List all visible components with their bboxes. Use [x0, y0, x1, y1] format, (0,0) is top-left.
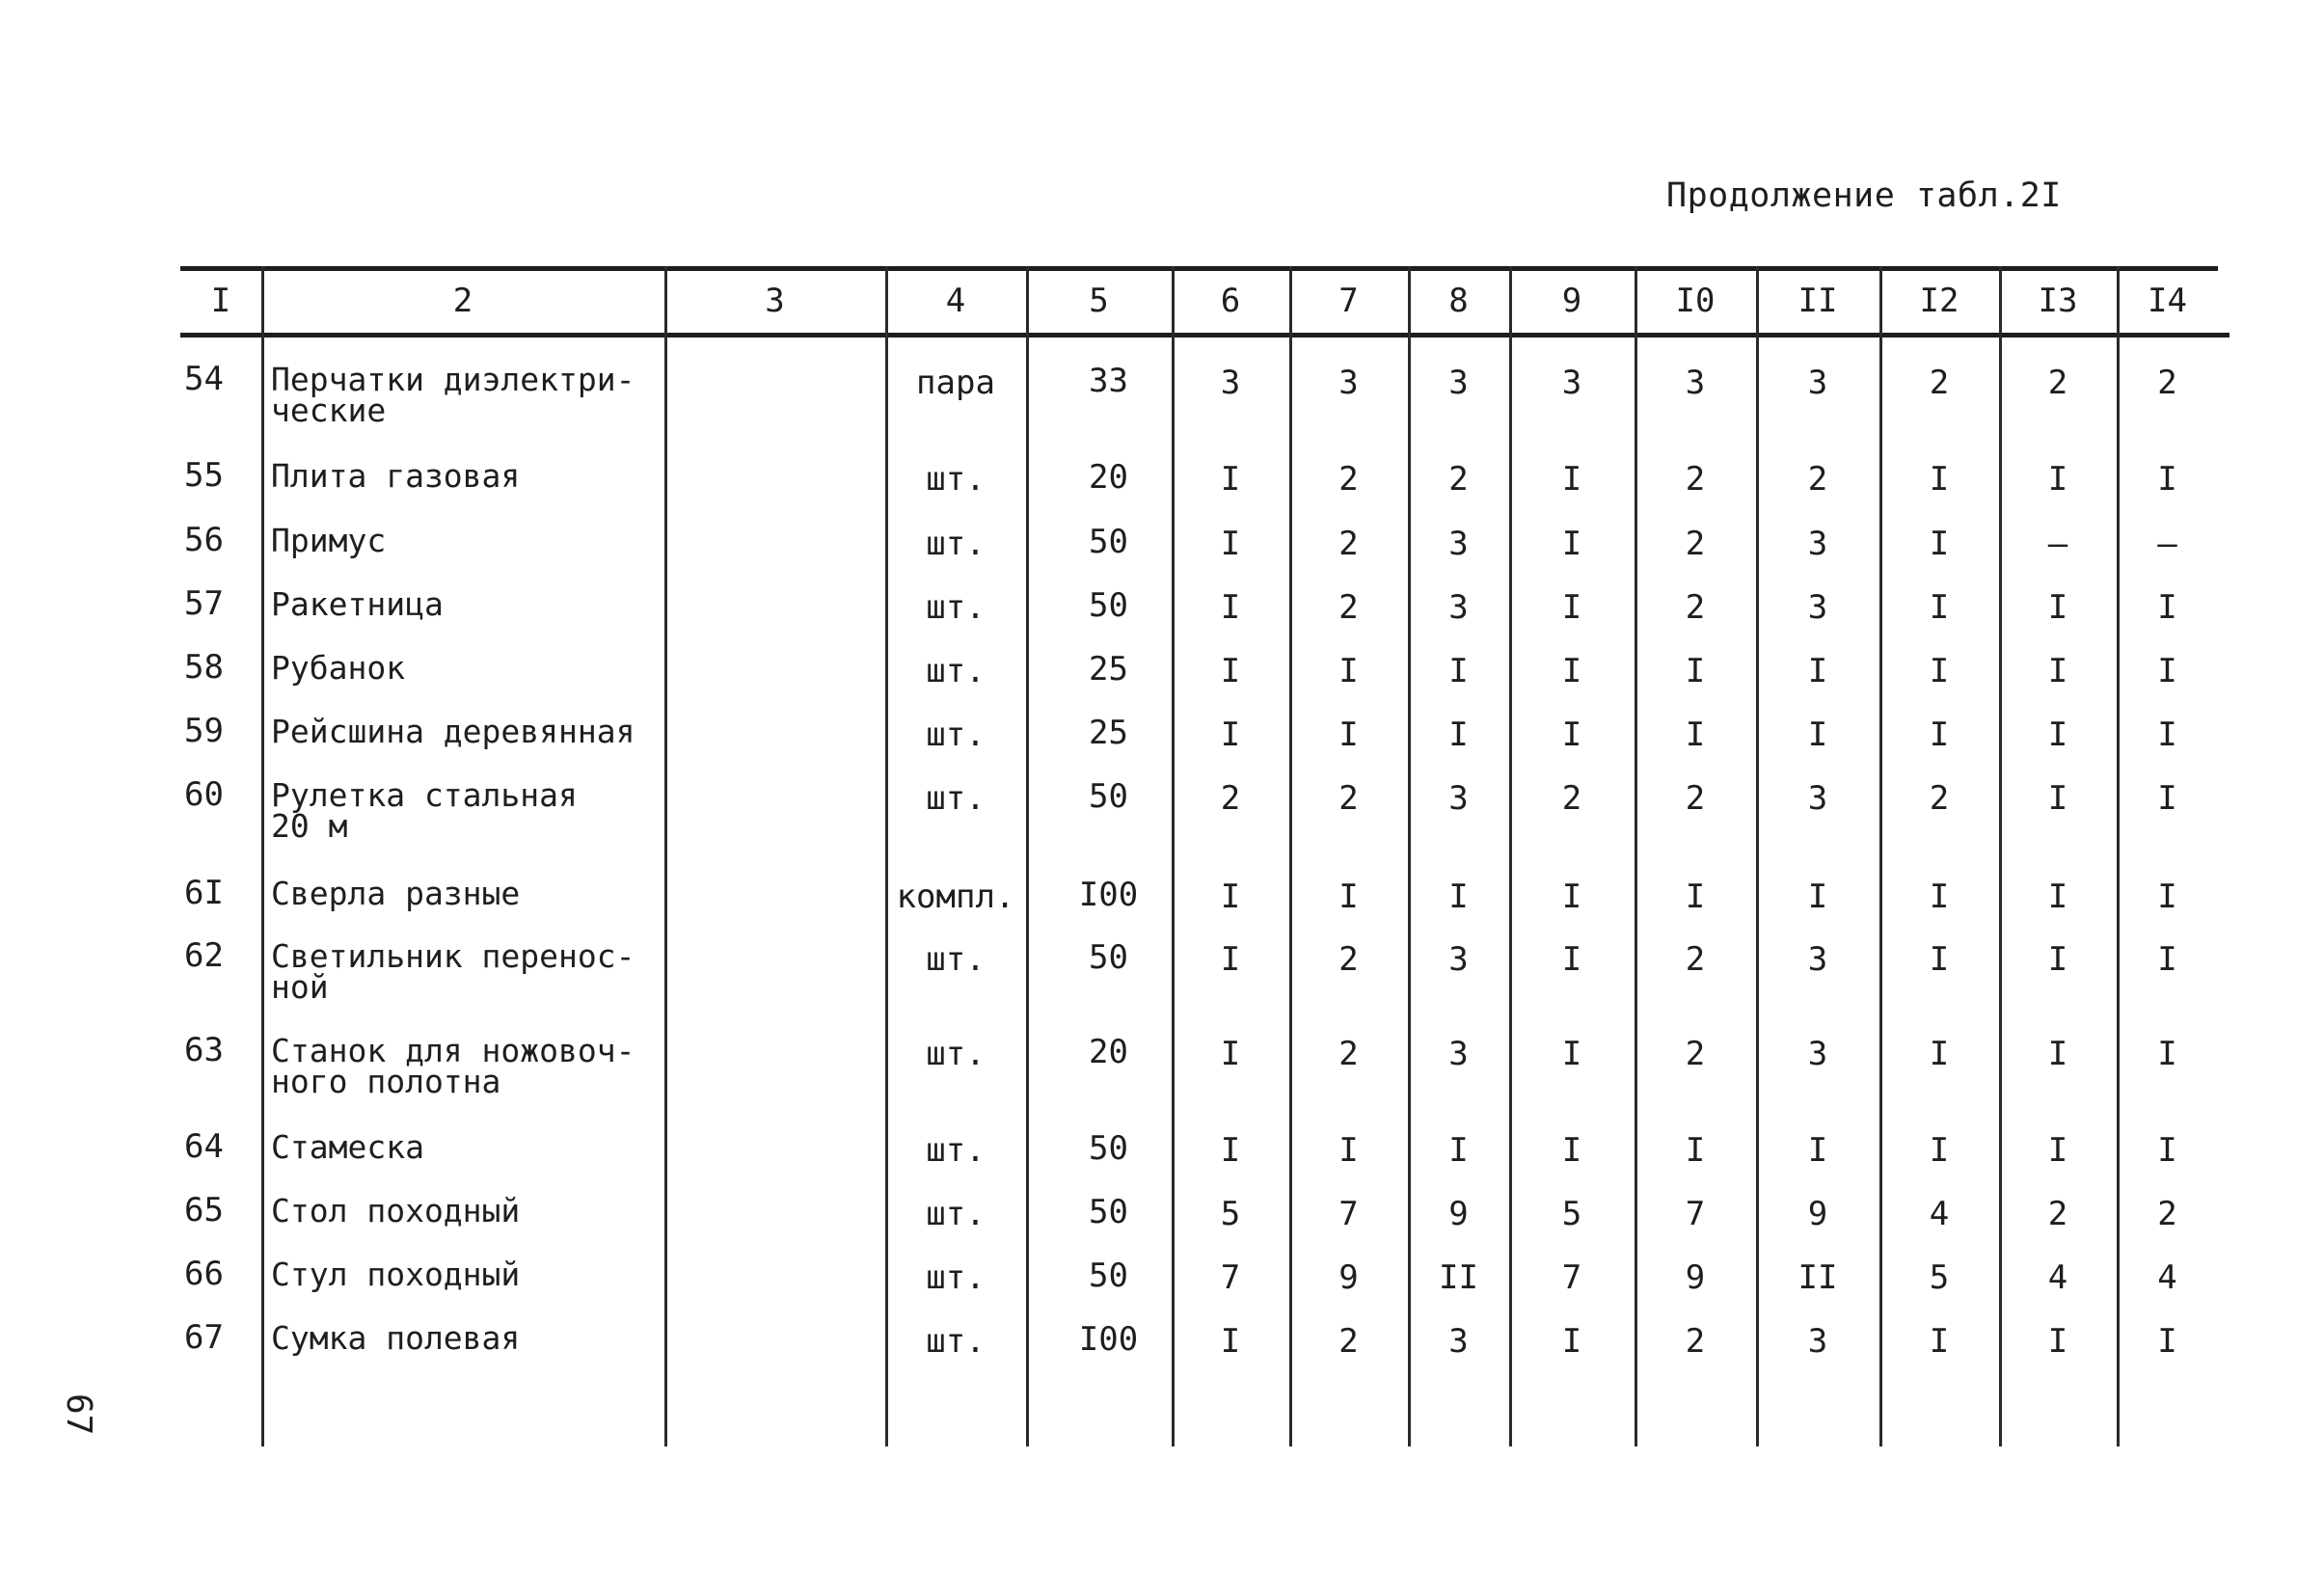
unit-of-measure: шт.: [926, 1131, 986, 1170]
quantity-value: 3: [1807, 525, 1828, 563]
row-number: 67: [184, 1318, 224, 1357]
quantity-value: I: [1338, 652, 1359, 690]
quantity-value: I: [2157, 1131, 2177, 1170]
quantity-value: I: [1220, 588, 1241, 627]
quantity-value: I: [1929, 525, 1950, 563]
quantity-value: 3: [1220, 364, 1241, 402]
quantity-value: 2: [1685, 779, 1706, 818]
quantity-value: I: [1929, 652, 1950, 690]
column-5-value: I00: [1078, 1320, 1139, 1359]
quantity-value: 3: [1807, 940, 1828, 979]
quantity-value: 3: [1448, 779, 1469, 818]
quantity-value: I: [1929, 716, 1950, 754]
page-number: 67: [59, 1393, 98, 1436]
quantity-value: I: [2047, 588, 2068, 627]
quantity-value: 2: [1929, 779, 1950, 818]
quantity-value: 3: [1448, 525, 1469, 563]
row-number: 58: [184, 648, 224, 687]
quantity-value: 2: [1338, 588, 1359, 627]
table-caption: Продолжение табл.2I: [1666, 176, 2062, 215]
row-number: 55: [184, 456, 224, 495]
quantity-value: I: [1807, 1131, 1828, 1170]
quantity-value: I: [1338, 878, 1359, 916]
quantity-value: I: [1561, 878, 1582, 916]
column-5-value: 50: [1089, 777, 1128, 816]
quantity-value: I: [1929, 1131, 1950, 1170]
quantity-value: 2: [1685, 1322, 1706, 1361]
item-name: Перчатки диэлектри- ческие: [271, 361, 635, 429]
quantity-value: 3: [1448, 1035, 1469, 1073]
row-number: 59: [184, 712, 224, 750]
quantity-value: I: [1561, 652, 1582, 690]
quantity-value: 2: [2047, 1195, 2068, 1233]
item-name: Рейсшина деревянная: [271, 713, 635, 750]
quantity-value: I: [2157, 878, 2177, 916]
quantity-value: 7: [1220, 1258, 1241, 1297]
quantity-value: 2: [1685, 588, 1706, 627]
quantity-value: I: [1220, 716, 1241, 754]
quantity-value: I: [1561, 940, 1582, 979]
quantity-value: 2: [1685, 525, 1706, 563]
unit-of-measure: шт.: [926, 652, 986, 690]
quantity-value: 2: [2157, 1195, 2177, 1233]
column-5-value: 50: [1089, 1193, 1128, 1231]
quantity-value: 3: [1448, 940, 1469, 979]
quantity-value: II: [1439, 1258, 1478, 1297]
row-number: 63: [184, 1031, 224, 1069]
quantity-value: 2: [1338, 460, 1359, 499]
column-header: 2: [452, 282, 473, 320]
quantity-value: I: [1220, 652, 1241, 690]
quantity-value: 2: [1220, 779, 1241, 818]
column-header: 5: [1089, 282, 1109, 320]
quantity-value: 2: [1338, 940, 1359, 979]
data-table: [180, 266, 2218, 1446]
item-name: Стол походный: [271, 1192, 521, 1229]
column-header: I3: [2038, 282, 2078, 320]
quantity-value: 3: [1807, 364, 1828, 402]
quantity-value: I: [2047, 779, 2068, 818]
quantity-value: 3: [1448, 364, 1469, 402]
row-number: 60: [184, 775, 224, 814]
quantity-value: 3: [1807, 1035, 1828, 1073]
quantity-value: I: [2047, 940, 2068, 979]
quantity-value: I: [1561, 460, 1582, 499]
table-top-rule: [180, 266, 2218, 271]
quantity-value: 4: [2047, 1258, 2068, 1297]
quantity-value: 7: [1561, 1258, 1582, 1297]
column-5-value: 25: [1089, 714, 1128, 752]
column-5-value: 33: [1089, 362, 1128, 400]
column-header: 8: [1448, 282, 1469, 320]
quantity-value: 2: [2047, 364, 2068, 402]
quantity-value: 7: [1338, 1195, 1359, 1233]
column-5-value: 50: [1089, 938, 1128, 977]
quantity-value: I: [1220, 1131, 1241, 1170]
quantity-value: 3: [1685, 364, 1706, 402]
row-number: 62: [184, 936, 224, 975]
column-header: 6: [1220, 282, 1241, 320]
quantity-value: –: [2157, 525, 2177, 563]
quantity-value: I: [1929, 1035, 1950, 1073]
column-header: 3: [765, 282, 785, 320]
quantity-value: 9: [1685, 1258, 1706, 1297]
item-name: Стамеска: [271, 1128, 424, 1166]
unit-of-measure: шт.: [926, 525, 986, 563]
unit-of-measure: шт.: [926, 588, 986, 627]
quantity-value: I: [1448, 652, 1469, 690]
column-5-value: 50: [1089, 1256, 1128, 1295]
quantity-value: I: [2047, 878, 2068, 916]
column-5-value: I00: [1078, 876, 1139, 914]
quantity-value: 3: [1807, 1322, 1828, 1361]
quantity-value: 4: [2157, 1258, 2177, 1297]
row-number: 54: [184, 360, 224, 398]
column-5-value: 20: [1089, 1033, 1128, 1071]
quantity-value: I: [2047, 716, 2068, 754]
unit-of-measure: шт.: [926, 460, 986, 499]
quantity-value: I: [1929, 460, 1950, 499]
quantity-value: 3: [1338, 364, 1359, 402]
item-name: Ракетница: [271, 585, 444, 623]
quantity-value: I: [1807, 878, 1828, 916]
item-name: Станок для ножовоч- ного полотна: [271, 1032, 635, 1100]
quantity-value: I: [1561, 588, 1582, 627]
quantity-value: 2: [1561, 779, 1582, 818]
column-header: I0: [1675, 282, 1716, 320]
quantity-value: I: [1561, 1322, 1582, 1361]
quantity-value: I: [2157, 460, 2177, 499]
unit-of-measure: шт.: [926, 1195, 986, 1233]
column-5-value: 50: [1089, 1129, 1128, 1168]
quantity-value: I: [1807, 652, 1828, 690]
column-header: 4: [945, 282, 966, 320]
column-5-value: 50: [1089, 523, 1128, 561]
quantity-value: I: [1561, 1131, 1582, 1170]
row-number: 66: [184, 1255, 224, 1293]
quantity-value: 2: [1448, 460, 1469, 499]
item-name: Плита газовая: [271, 457, 521, 495]
quantity-value: I: [1929, 940, 1950, 979]
quantity-value: I: [2157, 652, 2177, 690]
column-header: I4: [2148, 282, 2187, 320]
quantity-value: I: [1929, 588, 1950, 627]
quantity-value: I: [2157, 716, 2177, 754]
quantity-value: I: [1220, 1035, 1241, 1073]
quantity-value: 9: [1807, 1195, 1828, 1233]
quantity-value: 3: [1807, 588, 1828, 627]
quantity-value: I: [1220, 940, 1241, 979]
row-number: 56: [184, 521, 224, 559]
item-name: Стул походный: [271, 1256, 521, 1293]
quantity-value: I: [1929, 878, 1950, 916]
quantity-value: 3: [1561, 364, 1582, 402]
row-number: 64: [184, 1127, 224, 1166]
quantity-value: –: [2047, 525, 2068, 563]
quantity-value: 2: [1338, 779, 1359, 818]
quantity-value: II: [1797, 1258, 1838, 1297]
unit-of-measure: шт.: [926, 716, 986, 754]
quantity-value: 2: [1338, 1035, 1359, 1073]
column-5-value: 20: [1089, 458, 1128, 497]
column-divider: [261, 266, 264, 1446]
column-header: 9: [1561, 282, 1582, 320]
quantity-value: I: [2157, 779, 2177, 818]
quantity-value: I: [1220, 460, 1241, 499]
quantity-value: 5: [1220, 1195, 1241, 1233]
quantity-value: I: [1807, 716, 1828, 754]
row-number: 57: [184, 584, 224, 623]
column-header: I: [210, 282, 231, 320]
quantity-value: I: [1685, 1131, 1706, 1170]
unit-of-measure: пара: [916, 364, 995, 402]
quantity-value: I: [2047, 1322, 2068, 1361]
quantity-value: 2: [1685, 940, 1706, 979]
quantity-value: I: [2157, 940, 2177, 979]
header-bottom-rule: [180, 333, 2229, 338]
quantity-value: I: [1685, 652, 1706, 690]
quantity-value: 3: [1448, 1322, 1469, 1361]
quantity-value: I: [1561, 525, 1582, 563]
quantity-value: I: [1561, 716, 1582, 754]
item-name: Рубанок: [271, 649, 406, 687]
quantity-value: 2: [1338, 525, 1359, 563]
row-number: 6I: [184, 874, 224, 912]
quantity-value: 9: [1448, 1195, 1469, 1233]
quantity-value: I: [1448, 1131, 1469, 1170]
unit-of-measure: шт.: [926, 779, 986, 818]
quantity-value: 2: [1807, 460, 1828, 499]
quantity-value: 3: [1807, 779, 1828, 818]
quantity-value: I: [2157, 1035, 2177, 1073]
quantity-value: I: [1338, 1131, 1359, 1170]
quantity-value: 2: [1685, 1035, 1706, 1073]
quantity-value: 9: [1338, 1258, 1359, 1297]
item-name: Сверла разные: [271, 875, 521, 912]
quantity-value: I: [2047, 1035, 2068, 1073]
quantity-value: 7: [1685, 1195, 1706, 1233]
quantity-value: 4: [1929, 1195, 1950, 1233]
item-name: Светильник перенос- ной: [271, 937, 635, 1006]
quantity-value: 5: [1561, 1195, 1582, 1233]
row-number: 65: [184, 1191, 224, 1229]
quantity-value: I: [1220, 525, 1241, 563]
unit-of-measure: шт.: [926, 940, 986, 979]
quantity-value: I: [1685, 716, 1706, 754]
quantity-value: 3: [1448, 588, 1469, 627]
quantity-value: I: [1448, 716, 1469, 754]
quantity-value: I: [1220, 878, 1241, 916]
column-header: II: [1797, 282, 1838, 320]
unit-of-measure: шт.: [926, 1258, 986, 1297]
item-name: Примус: [271, 522, 387, 559]
column-header: I2: [1919, 282, 1959, 320]
quantity-value: I: [2047, 460, 2068, 499]
quantity-value: I: [1338, 716, 1359, 754]
unit-of-measure: шт.: [926, 1322, 986, 1361]
quantity-value: I: [2047, 1131, 2068, 1170]
quantity-value: I: [1685, 878, 1706, 916]
unit-of-measure: компл.: [896, 878, 1015, 916]
quantity-value: 2: [1929, 364, 1950, 402]
quantity-value: I: [1561, 1035, 1582, 1073]
item-name: Рулетка стальная 20 м: [271, 776, 578, 845]
quantity-value: 5: [1929, 1258, 1950, 1297]
quantity-value: I: [1220, 1322, 1241, 1361]
quantity-value: 2: [2157, 364, 2177, 402]
quantity-value: I: [2157, 1322, 2177, 1361]
quantity-value: 2: [1685, 460, 1706, 499]
quantity-value: I: [1448, 878, 1469, 916]
item-name: Сумка полевая: [271, 1319, 521, 1357]
column-5-value: 25: [1089, 650, 1128, 689]
column-header: 7: [1338, 282, 1359, 320]
unit-of-measure: шт.: [926, 1035, 986, 1073]
quantity-value: I: [1929, 1322, 1950, 1361]
quantity-value: I: [2047, 652, 2068, 690]
quantity-value: I: [2157, 588, 2177, 627]
quantity-value: 2: [1338, 1322, 1359, 1361]
column-5-value: 50: [1089, 586, 1128, 625]
column-divider: [1026, 266, 1029, 1446]
